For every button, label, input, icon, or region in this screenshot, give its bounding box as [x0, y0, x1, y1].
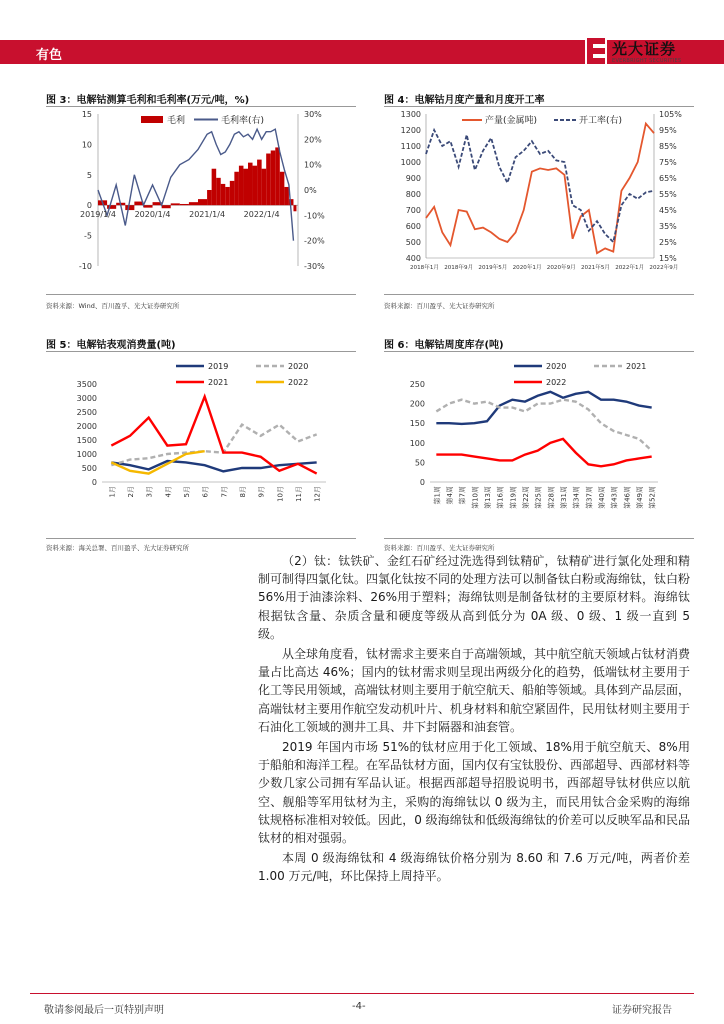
- x-tick-label: 2022/1/4: [243, 210, 280, 220]
- legend-swatch-profit: [141, 116, 163, 123]
- x-tick-label: 第28周: [547, 486, 556, 509]
- x-tick-label: 2020/1/4: [134, 210, 171, 220]
- legend-label: 2021: [208, 378, 229, 387]
- y2-tick-label: 105%: [659, 110, 682, 119]
- x-tick-label: 第43周: [610, 486, 619, 509]
- fig6-title: 图 6：电解钴周度库存(吨): [384, 340, 504, 351]
- profit-bar: [143, 205, 152, 207]
- profit-bar: [248, 163, 253, 206]
- logo-mark-icon: [585, 36, 607, 66]
- x-tick-label: 第52周: [648, 486, 657, 509]
- legend-label: 毛利: [167, 116, 186, 126]
- x-tick-label: 6月: [201, 486, 210, 498]
- paragraph: 2019 年国内市场 51%的钛材应用于化工领域、18%用于航空航天、8%用于船舶和海洋工程。在军品钛材方面，国内仅有宝钛股份、西部超导、西部材料等少数几家公司拥有军品认证。根据西部超导招股说明书，西部超导钛材供应以航空、舰船等军用钛材为主，采购的海绵钛以 0 级为主，而民用钛合金采购的海绵钛规格标准相对较低。因此，0 级海绵钛和低级海绵钛的价差可以反映军品和民品钛材的相对强弱。: [258, 740, 691, 846]
- y-tick-label: 1000: [76, 450, 97, 459]
- x-tick-label: 2018年9月: [444, 265, 474, 271]
- y-tick-label: 150: [409, 419, 425, 429]
- profit-bar: [230, 181, 235, 205]
- y-tick-label: 5: [86, 170, 92, 180]
- footer-disclaimer: 敬请参阅最后一页特别声明: [44, 1005, 164, 1016]
- profit-bar: [225, 187, 230, 205]
- x-tick-label: 2019/1/4: [80, 210, 116, 220]
- fig4-source: 资料来源：百川盈孚、光大证券研究所: [384, 302, 495, 310]
- y2-tick-label: 30%: [304, 110, 322, 119]
- series-line-2020: [436, 392, 651, 424]
- x-tick-label: 第4周: [446, 486, 454, 505]
- x-tick-label: 第7周: [458, 486, 467, 505]
- fig6-source: 资料来源：百川盈孚、光大证券研究所: [384, 544, 495, 552]
- utilization-line: [426, 130, 654, 242]
- y-tick-label: -10: [78, 262, 92, 271]
- fig5-chart: [46, 354, 356, 534]
- x-tick-label: 9月: [257, 486, 266, 498]
- y-tick-label: 10: [81, 140, 92, 150]
- profit-bar: [284, 187, 289, 205]
- fig5-rule: [46, 351, 356, 352]
- x-tick-label: 5月: [183, 486, 191, 498]
- profit-bar: [125, 205, 134, 210]
- y2-tick-label: 35%: [659, 222, 677, 231]
- fig3-rule: [46, 106, 356, 107]
- y2-tick-label: 95%: [659, 126, 677, 135]
- fig5-title: 图 5：电解钴表观消费量(吨): [46, 340, 176, 351]
- fig3-chart: [46, 108, 356, 278]
- y2-tick-label: -30%: [304, 262, 325, 271]
- logo-text-cn: 光大证券: [612, 40, 677, 58]
- y-tick-label: 15: [81, 110, 92, 119]
- y-tick-label: 3000: [76, 394, 97, 403]
- x-tick-label: 2020年1月: [512, 265, 542, 271]
- y-tick-label: 900: [405, 174, 421, 183]
- profit-bar: [271, 150, 276, 205]
- profit-bar: [257, 160, 262, 206]
- paragraph: （2）钛：钛铁矿、金红石矿经过洗选得到钛精矿，钛精矿进行氯化处理和精制可制得四氯化钛。四氯化钛按不同的处理方法可以制备钛白粉或海绵钛，钛白粉 56%用于油漆涂料、26%用于塑料；海绵钛则是制备钛材的主要原材料。海绵钛根据钛含量、杂质含量和硬度等级从高到低分为 0A 级、0 级、1 级一直到 5 级。: [258, 554, 691, 641]
- paragraph: 从全球角度看，钛材需求主要来自于高端领域，其中航空航天领域占钛材消费量占比高达 46%；国内的钛材需求则呈现出两级分化的趋势，低端钛材主要用于化工等民用领域，高端钛材则主要用于航空航天、船舶等领域。具体到产品层面，高端钛材主要用作航空发动机叶片、机身材料和航空紧固件，民用钛材则主要用于石油化工领域的测井工具、井下封隔器和油套管。: [258, 647, 691, 734]
- y-tick-label: 2000: [76, 422, 97, 431]
- x-tick-label: 第25周: [534, 486, 543, 509]
- legend-label: 2019: [208, 362, 229, 371]
- y2-tick-label: 10%: [304, 160, 322, 170]
- y-tick-label: 800: [405, 190, 421, 199]
- y-tick-label: 0: [86, 201, 92, 211]
- x-tick-label: 第46周: [623, 486, 632, 509]
- x-tick-label: 10月: [276, 486, 285, 502]
- profit-bar: [280, 172, 285, 205]
- x-tick-label: 11月: [295, 486, 303, 502]
- y-tick-label: 2500: [76, 408, 97, 417]
- y-tick-label: -5: [84, 231, 92, 241]
- sector-label: 有色: [36, 48, 63, 63]
- series-line-2021: [111, 397, 316, 474]
- x-tick-label: 2019年5月: [478, 265, 508, 271]
- x-tick-label: 第34周: [572, 486, 581, 509]
- profit-bar: [171, 203, 180, 205]
- y-tick-label: 400: [405, 254, 421, 263]
- production-line: [426, 124, 654, 254]
- y-tick-label: 50: [414, 458, 425, 468]
- profit-bar: [212, 169, 217, 205]
- page-number: -4-: [352, 1001, 366, 1012]
- fig4-bottom-rule: [384, 294, 694, 295]
- series-line-2021: [436, 400, 651, 451]
- y-tick-label: 3500: [76, 380, 97, 389]
- profit-bar: [198, 199, 207, 205]
- x-tick-label: 第1周: [433, 486, 442, 505]
- x-tick-label: 2021年5月: [581, 265, 610, 271]
- x-tick-label: 第40周: [598, 486, 606, 509]
- x-tick-label: 第19周: [509, 486, 518, 509]
- fig5-source: 资料来源：海关总署、百川盈孚、光大证券研究所: [46, 544, 189, 552]
- series-line-2019: [111, 461, 316, 471]
- fig3-title: 图 3：电解钴测算毛利和毛利率(万元/吨，%): [46, 95, 250, 106]
- y-tick-label: 500: [405, 238, 421, 247]
- profit-bar: [262, 169, 267, 205]
- x-tick-label: 8月: [239, 486, 247, 498]
- x-tick-label: 3月: [145, 486, 154, 498]
- x-tick-label: 12月: [313, 486, 322, 502]
- profit-bar: [189, 202, 198, 205]
- footer-report-type: 证券研究报告: [612, 1005, 672, 1016]
- profit-bar: [162, 205, 171, 208]
- x-tick-label: 第10周: [471, 486, 480, 509]
- y2-tick-label: 25%: [659, 238, 677, 247]
- paragraph: 本周 0 级海绵钛和 4 级海绵钛价格分别为 8.60 和 7.6 万元/吨，两者价差 1.00 万元/吨，环比保持上周持平。: [258, 851, 690, 884]
- x-tick-label: 第13周: [484, 486, 492, 509]
- y-tick-label: 1000: [400, 158, 421, 167]
- everbright-logo: [585, 34, 695, 70]
- fig5-bottom-rule: [46, 538, 356, 539]
- y2-tick-label: 20%: [304, 135, 322, 145]
- fig6-bottom-rule: [384, 538, 694, 539]
- y-tick-label: 100: [409, 438, 425, 448]
- x-tick-label: 2018年1月: [410, 265, 439, 271]
- x-tick-label: 2022年9月: [649, 265, 679, 271]
- fig6-chart: [384, 354, 694, 534]
- series-line-2022: [436, 439, 651, 466]
- x-tick-label: 第37周: [585, 486, 594, 509]
- profit-bar: [253, 166, 258, 206]
- profit-bar: [293, 205, 296, 211]
- y2-tick-label: -20%: [304, 236, 325, 246]
- fig3-source: 资料来源：Wind、百川盈孚、光大证券研究所: [46, 302, 180, 310]
- y2-tick-label: 65%: [659, 174, 677, 183]
- y-tick-label: 200: [409, 399, 425, 409]
- legend-label: 产量(金属吨): [485, 116, 538, 126]
- y-tick-label: 1100: [400, 142, 421, 151]
- y-tick-label: 1200: [400, 126, 421, 135]
- y-tick-label: 1500: [76, 436, 97, 445]
- y2-tick-label: 55%: [659, 190, 677, 199]
- legend-label: 2020: [288, 362, 309, 371]
- y2-tick-label: -10%: [304, 211, 325, 221]
- y2-tick-label: 15%: [659, 254, 677, 263]
- profit-bar: [221, 184, 226, 205]
- x-tick-label: 4月: [164, 486, 173, 498]
- y-tick-label: 700: [405, 206, 421, 215]
- legend-label: 2022: [288, 378, 309, 387]
- profit-bar: [266, 154, 271, 206]
- profit-bar: [243, 169, 248, 205]
- legend-label: 2020: [546, 362, 567, 371]
- profit-bar: [275, 147, 280, 205]
- x-tick-label: 1月: [108, 486, 117, 498]
- profit-bar: [207, 190, 212, 205]
- profit-bar: [107, 205, 116, 209]
- footer-rule: [30, 993, 694, 994]
- y2-tick-label: 0%: [304, 186, 317, 195]
- series-line-2020: [111, 425, 316, 466]
- x-tick-label: 2022年1月: [615, 265, 645, 271]
- profit-bar: [234, 172, 239, 205]
- y-tick-label: 500: [81, 464, 97, 473]
- fig4-title: 图 4：电解钴月度产量和月度开工率: [384, 95, 545, 106]
- fig3-bottom-rule: [46, 294, 356, 295]
- x-tick-label: 7月: [220, 486, 229, 498]
- legend-label: 2022: [546, 378, 567, 387]
- y2-tick-label: 45%: [659, 206, 677, 215]
- x-tick-label: 第49周: [636, 486, 644, 509]
- x-tick-label: 第22周: [522, 486, 530, 509]
- body-text: [258, 552, 690, 888]
- profit-bar: [216, 178, 221, 205]
- profit-bar: [239, 166, 244, 206]
- legend-label: 毛利率(右): [221, 116, 265, 126]
- y-tick-label: 0: [91, 478, 97, 487]
- fig4-rule: [384, 106, 694, 107]
- fig6-rule: [384, 351, 694, 352]
- legend-label: 2021: [626, 362, 647, 371]
- y2-tick-label: 85%: [659, 142, 677, 151]
- x-tick-label: 第31周: [560, 486, 568, 509]
- y-tick-label: 250: [409, 380, 425, 389]
- x-tick-label: 2021/1/4: [189, 210, 226, 220]
- x-tick-label: 2月: [127, 486, 135, 498]
- legend-label: 开工率(右): [579, 116, 623, 126]
- y-tick-label: 0: [419, 478, 425, 487]
- fig4-chart: [384, 108, 694, 278]
- x-tick-label: 2020年9月: [546, 265, 576, 271]
- y-tick-label: 1300: [400, 110, 421, 119]
- logo-text-en: EVERBRIGHT SECURITIES: [612, 58, 682, 64]
- profit-bar: [180, 204, 189, 205]
- y2-tick-label: 75%: [659, 158, 677, 167]
- x-tick-label: 第16周: [496, 486, 505, 509]
- y-tick-label: 600: [405, 222, 421, 231]
